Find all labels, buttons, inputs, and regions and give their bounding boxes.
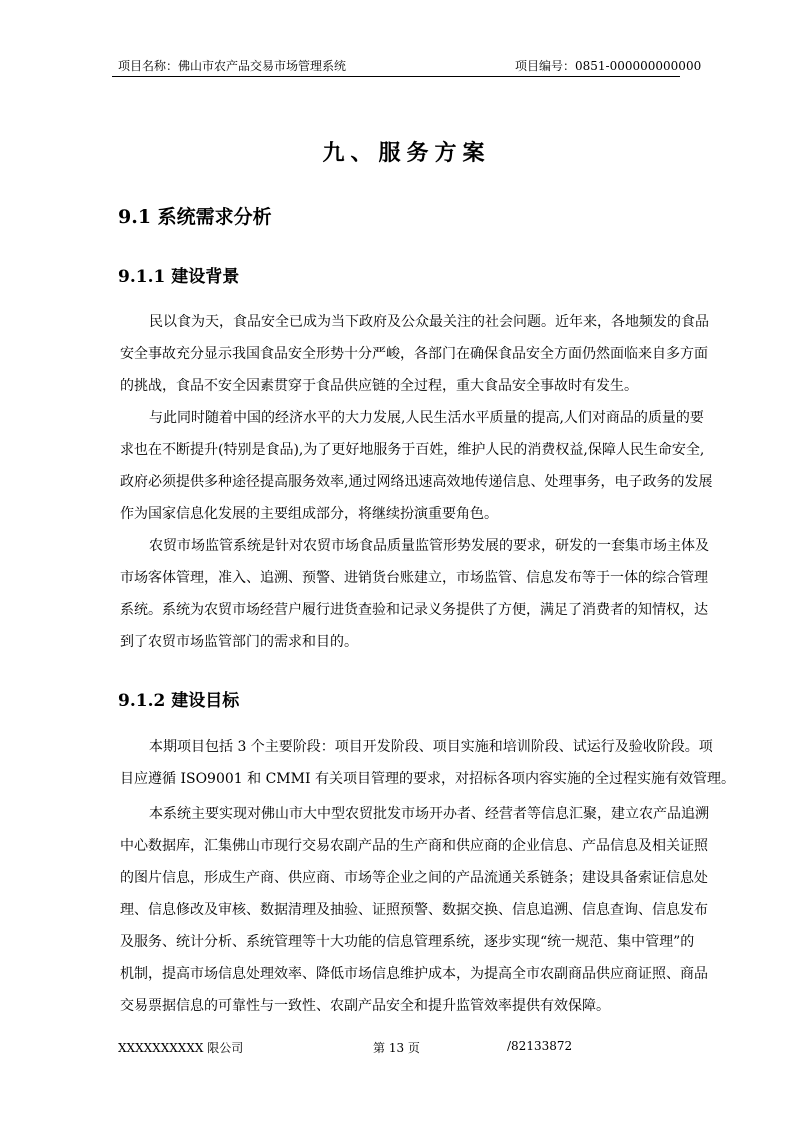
header-divider <box>112 76 680 77</box>
paragraph-line: 目应遵循 ISO9001 和 CMMI 有关项目管理的要求，对招标各项内容实施的全过程实施有效管理。 <box>120 771 735 787</box>
paragraph-line: 与此同时随着中国的经济水平的大力发展,人民生活水平质量的提高,人们对商品的质量的要 <box>149 410 704 426</box>
paragraph-line: 的挑战，食品不安全因素贯穿于食品供应链的全过程，重大食品安全事故时有发生。 <box>120 378 638 394</box>
paragraph <box>120 402 713 530</box>
footer-page-number: 第 13 页 <box>373 1041 420 1055</box>
header-project-name: 项目名称：佛山市农产品交易市场管理系统 <box>118 59 347 73</box>
paragraph-line: 作为国家信息化发展的主要组成部分，将继续扮演重要角色。 <box>120 506 498 522</box>
paragraph-line: 本系统主要实现对佛山市大中型农贸批发市场开办者、经营者等信息汇聚，建立农产品追溯 <box>149 806 709 822</box>
section-heading-9-1-2: 9.1.2 建设目标 <box>118 691 240 711</box>
paragraph-line: 政府必须提供多种途径提高服务效率,通过网络迅速高效地传递信息、处理事务，电子政务的发展 <box>120 474 713 490</box>
paragraph-line: 机制，提高市场信息处理效率、降低市场信息维护成本，为提高全市农副商品供应商证照、商品 <box>120 966 708 982</box>
paragraph-line: 安全事故充分显示我国食品安全形势十分严峻，各部门在确保食品安全方面仍然面临来自多方面 <box>120 346 708 362</box>
paragraph <box>120 306 709 402</box>
header-project-number: 项目编号：0851-000000000000 <box>515 59 702 73</box>
paragraph-line: 中心数据库，汇集佛山市现行交易农副产品的生产商和供应商的企业信息、产品信息及相关证照 <box>120 838 708 854</box>
section-heading-9-1: 9.1 系统需求分析 <box>118 206 272 228</box>
paragraph-line: 到了农贸市场监管部门的需求和目的。 <box>120 634 358 650</box>
paragraph-line: 理、信息修改及审核、数据清理及抽验、证照预警、数据交换、信息追溯、信息查询、信息发布 <box>120 902 708 918</box>
paragraph-line: 交易票据信息的可靠性与一致性、农副产品安全和提升监管效率提供有效保障。 <box>120 998 610 1014</box>
paragraph-line: 的图片信息，形成生产商、供应商、市场等企业之间的产品流通关系链条；建设具备索证信息处 <box>120 870 708 886</box>
paragraph <box>120 731 735 795</box>
footer-company: XXXXXXXXXX 限公司 <box>118 1041 244 1055</box>
paragraph-line: 及服务、统计分析、系统管理等十大功能的信息管理系统，逐步实现“统一规范、集中管理”的 <box>120 934 695 950</box>
footer-phone: /82133872 <box>507 1039 573 1053</box>
paragraph <box>120 530 709 658</box>
paragraph-line: 本期项目包括 3 个主要阶段：项目开发阶段、项目实施和培训阶段、试运行及验收阶段。项 <box>149 739 713 755</box>
paragraph-line: 系统。系统为农贸市场经营户履行进货查验和记录义务提供了方便，满足了消费者的知情权，达 <box>120 602 708 618</box>
paragraph <box>120 798 709 1022</box>
page-title: 九、服务方案 <box>322 140 491 166</box>
paragraph-line: 农贸市场监管系统是针对农贸市场食品质量监管形势发展的要求，研发的一套集市场主体及 <box>149 538 709 554</box>
paragraph-line: 市场客体管理，准入、追溯、预警、进销货台账建立，市场监管、信息发布等于一体的综合管理 <box>120 570 708 586</box>
section-heading-9-1-1: 9.1.1 建设背景 <box>118 267 240 287</box>
paragraph-line: 求也在不断提升(特别是食品),为了更好地服务于百姓，维护人民的消费权益,保障人民生命安全, <box>120 442 705 458</box>
paragraph-line: 民以食为天，食品安全已成为当下政府及公众最关注的社会问题。近年来，各地频发的食品 <box>149 314 709 330</box>
